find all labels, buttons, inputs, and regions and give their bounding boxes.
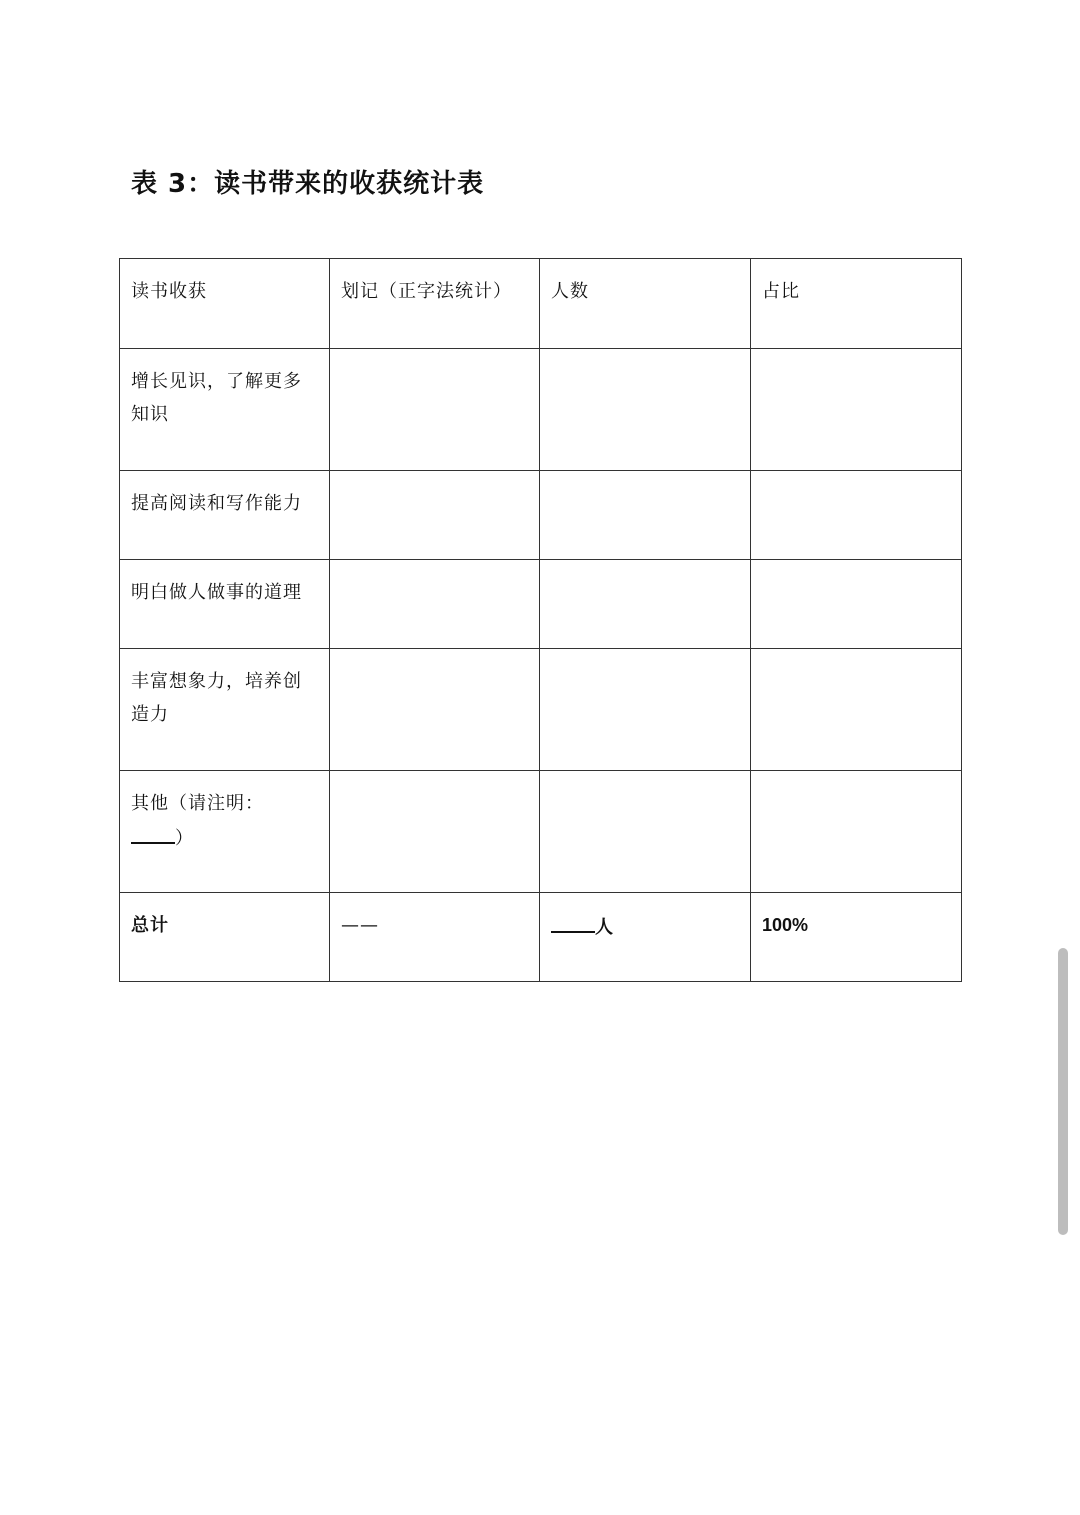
row-label: 丰富想象力，培养创造力: [120, 649, 330, 771]
ratio-cell[interactable]: [751, 560, 962, 649]
other-label-suffix: ）: [175, 828, 194, 849]
ratio-cell[interactable]: [751, 349, 962, 471]
table-row: [120, 649, 962, 771]
table-row: [120, 349, 962, 471]
total-tally-dash: ——: [341, 915, 379, 936]
total-count-blank[interactable]: [551, 909, 595, 933]
table-row: [120, 560, 962, 649]
table-header-row: [120, 259, 962, 349]
row-label: 增长见识，了解更多知识: [120, 349, 330, 471]
total-count-cell: [540, 893, 751, 982]
header-cell-tally: 划记（正字法统计）: [330, 259, 540, 349]
other-fill-blank[interactable]: [131, 820, 175, 844]
ratio-cell[interactable]: [751, 771, 962, 893]
tally-cell[interactable]: [330, 649, 540, 771]
total-row: [120, 893, 962, 982]
vertical-scrollbar[interactable]: [1058, 948, 1068, 1235]
tally-cell[interactable]: [330, 471, 540, 560]
page-title: 表 3：读书带来的收获统计表: [131, 169, 485, 199]
count-cell[interactable]: [540, 471, 751, 560]
count-cell[interactable]: [540, 771, 751, 893]
total-tally-cell: [330, 893, 540, 982]
tally-cell[interactable]: [330, 771, 540, 893]
header-cell-ratio: 占比: [751, 259, 962, 349]
tally-cell[interactable]: [330, 560, 540, 649]
count-cell[interactable]: [540, 349, 751, 471]
total-ratio: 100%: [751, 893, 962, 982]
table-row: [120, 771, 962, 893]
header-cell-harvest: 读书收获: [120, 259, 330, 349]
total-count-suffix: 人: [595, 917, 614, 938]
row-label-other: [120, 771, 330, 893]
ratio-cell[interactable]: [751, 471, 962, 560]
header-cell-count: 人数: [540, 259, 751, 349]
other-label-prefix: 其他（请注明：: [131, 793, 264, 814]
row-label: 明白做人做事的道理: [120, 560, 330, 649]
count-cell[interactable]: [540, 649, 751, 771]
table-row: [120, 471, 962, 560]
tally-cell[interactable]: [330, 349, 540, 471]
total-label: 总计: [120, 893, 330, 982]
ratio-cell[interactable]: [751, 649, 962, 771]
count-cell[interactable]: [540, 560, 751, 649]
stats-table: [119, 258, 962, 982]
row-label: 提高阅读和写作能力: [120, 471, 330, 560]
